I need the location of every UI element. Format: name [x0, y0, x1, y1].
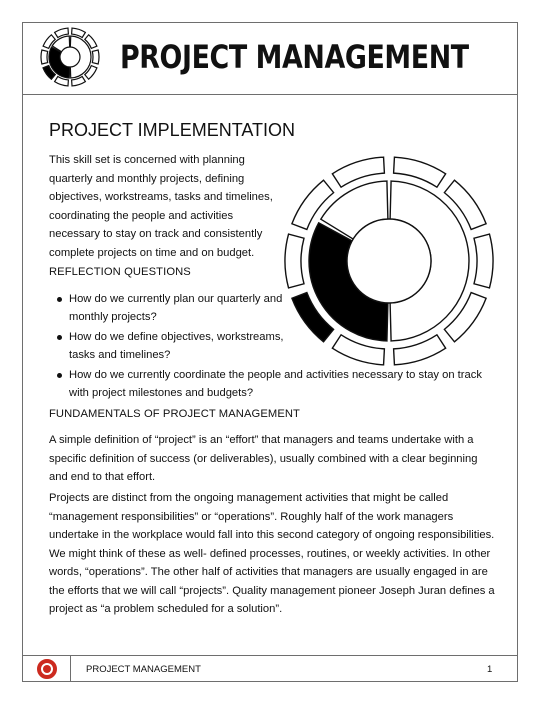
logo-outer-segment — [92, 50, 99, 64]
header-title: PROJECT MANAGEMENT — [120, 38, 469, 76]
footer-divider-line — [22, 655, 518, 656]
list-item: How do we currently plan our quarterly and monthly projects? — [49, 290, 301, 326]
list-item: How do we define objectives, workstreams, tasks and timelines? — [49, 328, 289, 364]
bullet-icon — [57, 373, 62, 378]
fundamentals-heading: FUNDAMENTALS OF PROJECT MANAGEMENT — [49, 408, 300, 420]
donut-outer-segment — [474, 234, 493, 288]
segmented-ring-logo-icon — [38, 26, 108, 88]
reflection-heading: REFLECTION QUESTIONS — [49, 266, 191, 278]
footer-title: PROJECT MANAGEMENT — [86, 664, 201, 675]
donut-outer-segment — [285, 234, 304, 288]
list-item: How do we currently coordinate the people and activities necessary to stay on track with project milestones and budgets? — [49, 366, 489, 402]
logo-outer-segment — [41, 50, 48, 64]
intro-paragraph: This skill set is concerned with planning quarterly and monthly projects, defining objectives, workstreams, tasks and timelines, coordinating the people and activities necessary to stay on track and consistently complete projects on time and on budget. — [49, 154, 273, 259]
section-title: PROJECT IMPLEMENTATION — [49, 120, 296, 140]
bullet-icon — [57, 335, 62, 340]
footer-logo-icon — [36, 658, 58, 680]
page-number: 1 — [487, 664, 493, 675]
body-paragraph-2: Projects are distinct from the ongoing management activities that might be called “management responsibilities” or “operations”. Roughly half of the work managers undertake in the workplace would fall into this second category of ongoing responsibilities. We might think of these as well- defined processes, routines, or weekly activities. In other words, “operations”. The other half of activities that managers are usually engaged in are the efforts that we will call “projects”. Quality management pioneer Joseph Juran defines a project as “a problem scheduled for a solution”. — [49, 492, 495, 615]
footer-vertical-divider — [70, 655, 71, 682]
bullet-icon — [57, 297, 62, 302]
question-list — [49, 290, 489, 404]
body-paragraph-1: A simple definition of “project” is an “effort” that managers and teams undertake with a specific definition of success (or deliverables), usually combined with a clear beginning and end to that effort. — [49, 434, 478, 483]
